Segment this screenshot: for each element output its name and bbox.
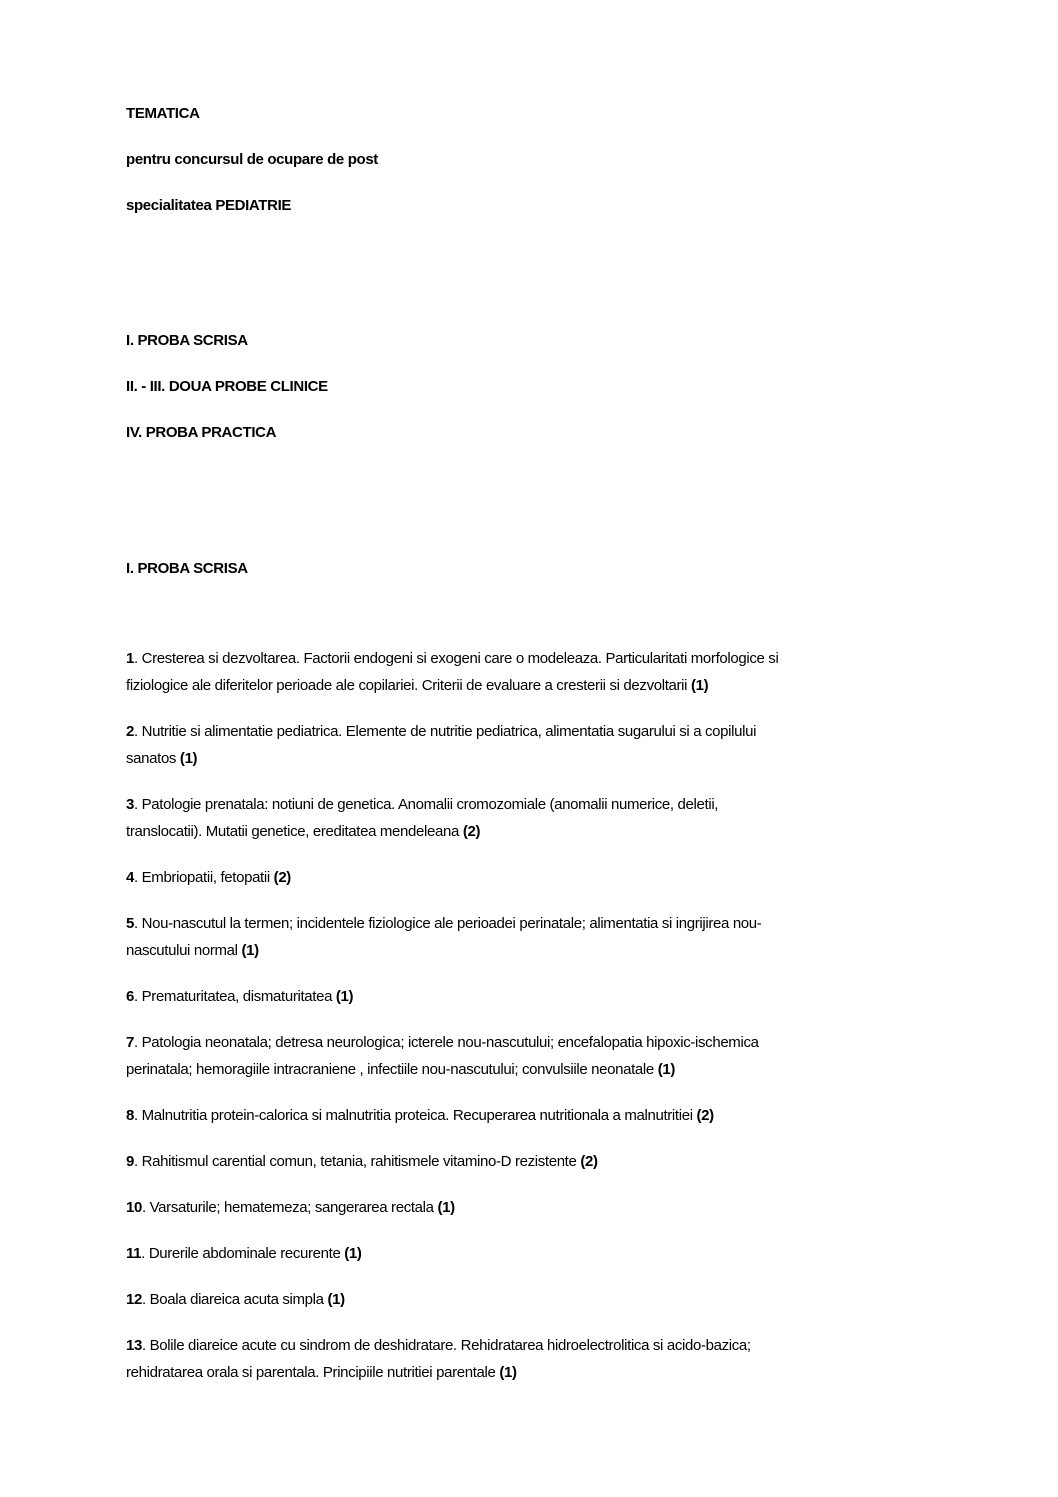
topic-line: 8. Malnutritia protein-calorica si malnutritia proteica. Recuperarea nutritionala a malnutritiei (2) <box>126 1107 714 1124</box>
topic-number: 8 <box>126 1107 134 1124</box>
topic-number: 5 <box>126 915 134 932</box>
topic-line: 1. Cresterea si dezvoltarea. Factorii endogeni si exogeni care o modeleaza. Particularitati morfologice si <box>126 650 779 667</box>
topic-line <box>126 1359 946 1386</box>
topic-number: 9 <box>126 1153 134 1170</box>
topic-text: Embriopatii, fetopatii <box>141 869 270 886</box>
topic-reference: (2) <box>580 1153 598 1170</box>
topic-text: Durerile abdominale recurente <box>148 1245 341 1262</box>
topic-line: 4. Embriopatii, fetopatii (2) <box>126 869 291 886</box>
topic-text: Varsaturile; hematemeza; sangerarea rectala <box>149 1199 434 1216</box>
topic-reference: (2) <box>273 869 291 886</box>
section-written: I. PROBA SCRISA <box>126 332 248 349</box>
topic-text: Cresterea si dezvoltarea. Factorii endogeni si exogeni care o modeleaza. Particularitati morfologice si <box>141 650 779 667</box>
topic-item <box>126 1240 946 1267</box>
topic-text: rehidratarea orala si parentala. Principiile nutritiei parentale <box>126 1364 496 1381</box>
topic-number: 11 <box>126 1245 142 1262</box>
topic-text: Patologia neonatala; detresa neurologica; icterele nou-nascutului; encefalopatia hipoxic-ischemica <box>141 1034 759 1051</box>
topic-number: 2 <box>126 723 134 740</box>
topic-line: 5. Nou-nascutul la termen; incidentele fiziologice ale perioadei perinatale; alimentatia si ingrijirea nou- <box>126 915 762 932</box>
section-practical: IV. PROBA PRACTICA <box>126 424 277 441</box>
topic-line: 2. Nutritie si alimentatie pediatrica. Elemente de nutritie pediatrica, alimentatia sugarului si a copilului <box>126 723 757 740</box>
topic-reference: (1) <box>437 1199 455 1216</box>
topic-item <box>126 1286 946 1313</box>
specialty-line: specialitatea PEDIATRIE <box>126 197 292 214</box>
topic-item <box>126 983 946 1010</box>
topic-line: 11. Durerile abdominale recurente (1) <box>126 1245 362 1262</box>
topic-number: 4 <box>126 869 134 886</box>
topic-number: 12 <box>126 1291 142 1308</box>
topic-item <box>126 1148 946 1175</box>
topic-reference: (1) <box>179 750 198 767</box>
topic-text: Malnutritia protein-calorica si malnutritia proteica. Recuperarea nutritionala a malnutritiei <box>141 1107 693 1124</box>
topic-text: fiziologice ale diferitelor perioade ale copilariei. Criterii de evaluare a cresterii si dezvoltarii <box>126 677 688 694</box>
topic-line <box>126 818 946 845</box>
topic-text: Bolile diareice acute cu sindrom de deshidratare. Rehidratarea hidroelectrolitica si acido-bazica; <box>149 1337 751 1354</box>
topic-reference: (1) <box>657 1061 675 1078</box>
section-clinical: II. - III. DOUA PROBE CLINICE <box>126 378 328 395</box>
topic-text: translocatii). Mutatii genetice, ereditatea mendeleana <box>126 823 459 840</box>
topic-line: 13. Bolile diareice acute cu sindrom de deshidratare. Rehidratarea hidroelectrolitica si acido-bazica; <box>126 1337 751 1354</box>
topic-item <box>126 718 946 772</box>
topic-reference: (2) <box>696 1107 714 1124</box>
topic-text: Patologie prenatala: notiuni de genetica. Anomalii cromozomiale (anomalii numerice, deletii, <box>141 796 719 813</box>
topic-number: 3 <box>126 796 134 813</box>
topic-reference: (1) <box>327 1291 345 1308</box>
topic-text: Boala diareica acuta simpla <box>149 1291 324 1308</box>
topic-line <box>126 937 946 964</box>
topic-text: Prematuritatea, dismaturitatea <box>141 988 333 1005</box>
topic-item <box>126 1029 946 1083</box>
document-subtitle: pentru concursul de ocupare de post <box>126 151 378 168</box>
topic-item <box>126 791 946 845</box>
topic-reference: (1) <box>335 988 354 1005</box>
topic-number: 1 <box>126 650 134 667</box>
topic-line <box>126 745 946 772</box>
topic-text: sanatos <box>126 750 177 767</box>
topic-text: Nou-nascutul la termen; incidentele fiziologice ale perioadei perinatale; alimentatia si ingrijirea nou- <box>141 915 762 932</box>
topic-item <box>126 645 946 699</box>
document-page <box>126 100 946 1405</box>
topic-number: 7 <box>126 1034 134 1051</box>
topic-line: 6. Prematuritatea, dismaturitatea (1) <box>126 988 354 1005</box>
topic-reference: (1) <box>499 1364 517 1381</box>
topic-reference: (2) <box>462 823 481 840</box>
topic-line: 9. Rahitismul carential comun, tetania, rahitismele vitamino-D rezistente (2) <box>126 1153 598 1170</box>
topic-item <box>126 1102 946 1129</box>
topic-line: 3. Patologie prenatala: notiuni de genetica. Anomalii cromozomiale (anomalii numerice, deletii, <box>126 796 719 813</box>
topic-item <box>126 910 946 964</box>
topic-text: nascutului normal <box>126 942 238 959</box>
topic-line: 7. Patologia neonatala; detresa neurologica; icterele nou-nascutului; encefalopatia hipoxic-ischemica <box>126 1034 759 1051</box>
topic-text: Rahitismul carential comun, tetania, rahitismele vitamino-D rezistente <box>141 1153 577 1170</box>
topic-line: 10. Varsaturile; hematemeza; sangerarea rectala (1) <box>126 1199 455 1216</box>
topic-text: perinatala; hemoragiile intracraniene , infectiile nou-nascutului; convulsiile neonatale <box>126 1061 654 1078</box>
topic-line <box>126 1056 946 1083</box>
topic-number: 13 <box>126 1337 142 1354</box>
topic-reference: (1) <box>344 1245 362 1262</box>
document-title: TEMATICA <box>126 105 200 122</box>
topic-reference: (1) <box>690 677 709 694</box>
section-heading: I. PROBA SCRISA <box>126 560 248 577</box>
topic-line: 12. Boala diareica acuta simpla (1) <box>126 1291 345 1308</box>
topic-item <box>126 864 946 891</box>
topic-list <box>126 645 946 1386</box>
topic-line <box>126 672 946 699</box>
topic-number: 10 <box>126 1199 142 1216</box>
topic-reference: (1) <box>241 942 259 959</box>
topic-number: 6 <box>126 988 134 1005</box>
topic-item <box>126 1194 946 1221</box>
topic-text: Nutritie si alimentatie pediatrica. Elemente de nutritie pediatrica, alimentatia sugarului si a copilului <box>141 723 757 740</box>
topic-item <box>126 1332 946 1386</box>
